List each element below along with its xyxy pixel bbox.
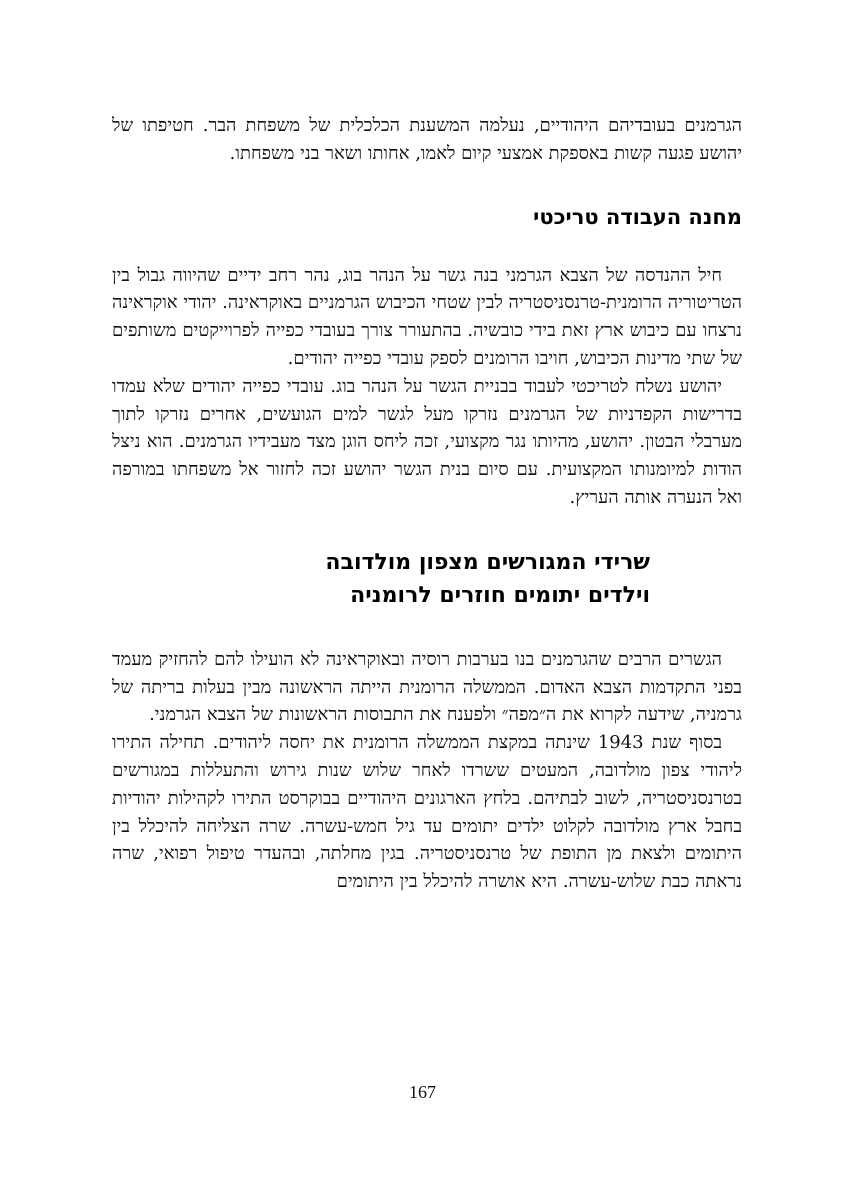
section-heading-survivors-orphans bbox=[112, 546, 742, 612]
paragraph-red-army-advance: הגשרים הרבים שהגרמנים בנו בערבות רוסיה ובאוקראינה לא הועילו להם להחזיק מעמד בפני התקדמות הצבא האדום. הממשלה הרומנית הייתה הראשונה מבין בעלות בריתה של גרמניה, שידעה לקרוא את ה״מפה״ ולפענח את התבוסות הראשונות של הצבא הגרמני. bbox=[112, 648, 742, 726]
paragraph-1943-policy: בסוף שנת 1943 שינתה במקצת הממשלה הרומנית את יחסה ליהודים. תחילה התירו ליהודי צפון מולדובה, המעטים ששרדו לאחר שלוש שנות גירוש והתעללות במגורשים בטרנסניסטריה, לשוב לבתיהם. בלחץ הארגונים היהודיים בבוקרסט התירו לקהילות יהודיות בחבל ארץ מולדובה לקלוט ילדים יתומים עד גיל חמש-עשרה. שרה הצליחה להיכלל בין היתומים ולצאת מן התופת של טרנסניסטריה. בגין מחלתה, ובהעדר טיפול רפואי, שרה נראתה כבת שלוש-עשרה. היא אושרה להיכלל בין היתומים bbox=[112, 732, 742, 893]
page-body bbox=[112, 112, 742, 896]
section-heading-line-2: וילדים יתומים חוזרים לרומניה bbox=[350, 582, 650, 608]
section-heading-trikhti-camp: מחנה העבודה טריכטי bbox=[533, 204, 742, 229]
paragraph-yehoshua-trikhti: יהושע נשלח לטריכטי לעבוד בבניית הגשר על הנהר בוג. עובדי כפייה יהודים שלא עמדו בדרישות הקפדניות של הגרמנים נזרקו מעל לגשר למים הגועשים, אחרים נזרקו לתוך מערבלי הבטון. יהושע, מהיותו נגר מקצועי, זכה ליחס הוגן מצד מעבידיו הגרמנים. הוא ניצל הודות למיומנותו המקצועית. עם סיום בנית הגשר יהושע זכה לחזור אל משפחתו במורפה ואל הנערה אותה העריץ. bbox=[112, 375, 742, 508]
paragraph-bridge-construction: חיל ההנדסה של הצבא הגרמני בנה גשר על הנהר בוג, נהר רחב ידיים שהיווה גבול בין הטריטוריה הרומנית-טרנסניסטריה לבין שטחי הכיבוש הגרמניים באוקראינה. יהודי אוקראינה נרצחו עם כיבוש ארץ זאת בידי כובשיה. בהתעורר צורך בעובדי כפייה לפרוייקטים משותפים של שתי מדינות הכיבוש, חויבו הרומנים לספק עובדי כפייה יהודים. bbox=[112, 264, 742, 369]
page-number: 167 bbox=[409, 1082, 436, 1102]
section-heading-line-1: שרידי המגורשים מצפון מולדובה bbox=[325, 549, 650, 575]
paragraph-continuation: הגרמנים בעובדיהם היהודיים, נעלמה המשענת הכלכלית של משפחת הבר. חטיפתו של יהושע פגעה קשות באספקת אמצעי קיום לאמו, אחותו ושאר בני משפחתו. bbox=[112, 115, 742, 164]
